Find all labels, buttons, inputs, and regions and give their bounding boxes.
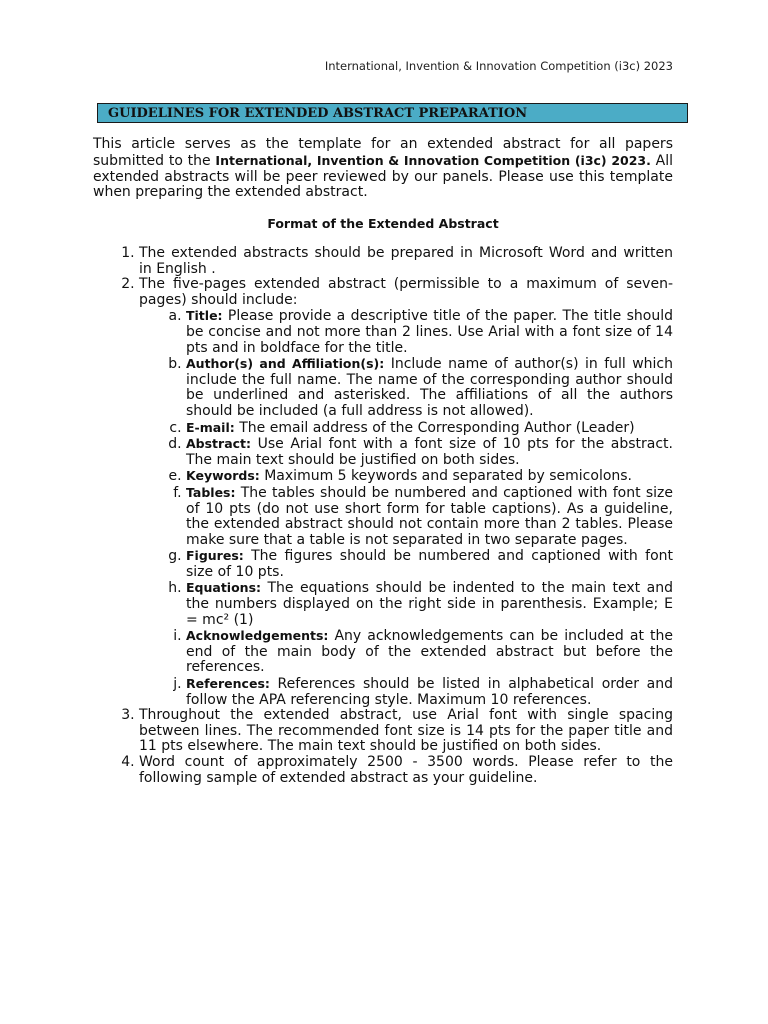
guidelines-banner: GUIDELINES FOR EXTENDED ABSTRACT PREPARATION	[97, 103, 688, 123]
subitem-text: The equations should be indented to the main text and the numbers displayed on the right side in parenthesis. Example; E = mc² (1)	[186, 580, 673, 628]
subitem-text: References should be listed in alphabetical order and follow the APA referencing style. Maximum 10 references.	[186, 676, 673, 708]
format-item-text: Throughout the extended abstract, use Arial font with single spacing between lines. The recommended font size is 14 pts for the paper title and 11 pts elsewhere. The main text should be justified on both sides.	[139, 707, 673, 755]
subitem-label: Acknowledgements:	[186, 628, 329, 644]
subitem-text: The figures should be numbered and captioned with font size of 10 pts.	[186, 548, 673, 580]
intro-text-1: This article serves as the template for an extended abstract for all papers submitted to the	[93, 136, 673, 169]
subitem-figures	[186, 548, 673, 580]
subitem-tables	[186, 485, 673, 548]
format-item-text: The five-pages extended abstract (permissible to a maximum of seven-pages) should include:	[139, 276, 673, 308]
subitem-text: Use Arial font with a font size of 10 pts for the abstract. The main text should be justified on both sides.	[186, 436, 673, 468]
subitem-label: Equations:	[186, 580, 262, 596]
subitem-equations	[186, 580, 673, 628]
subitem-label: E-mail:	[186, 419, 235, 435]
subitem-label: Abstract:	[186, 436, 252, 452]
subitem-label: Author(s) and Affiliation(s):	[186, 356, 385, 372]
subitem-email	[186, 420, 673, 437]
intro-text-2: All extended abstracts will be peer reviewed by our panels. Please use this template when preparing the extended abstract.	[93, 152, 673, 201]
subitem-label: Figures:	[186, 548, 244, 564]
subitem-keywords	[186, 468, 673, 485]
format-item	[139, 755, 673, 786]
format-item-text: Word count of approximately 2500 - 3500 words. Please refer to the following sample of extended abstract as your guideline.	[139, 754, 673, 786]
format-item	[139, 246, 673, 277]
running-header: International, Invention & Innovation Competition (i3c) 2023	[324, 59, 673, 73]
subitem-text: Include name of author(s) in full which include the full name. The name of the corresponding author should be underlined and asterisked. The affiliations of all the authors should be included (a full address is not allowed).	[186, 356, 673, 419]
subitem-text: Please provide a descriptive title of the paper. The title should be concise and not more than 2 lines. Use Arial with a font size of 14 pts and in boldface for the title.	[186, 308, 673, 356]
intro-paragraph	[93, 137, 673, 201]
subitem-text: Any acknowledgements can be included at the end of the main body of the extended abstract but before the references.	[186, 628, 673, 676]
format-item	[139, 277, 673, 708]
format-item	[139, 708, 673, 755]
subitem-text: The email address of the Corresponding Author (Leader)	[234, 419, 635, 436]
subitem-authors	[186, 356, 673, 419]
subitem-label: References:	[186, 676, 270, 692]
section-title: Format of the Extended Abstract	[267, 216, 499, 231]
subitem-title	[186, 308, 673, 356]
include-sublist	[139, 308, 673, 708]
format-list	[93, 246, 673, 786]
subitem-acknowledgements	[186, 628, 673, 676]
subitem-label: Keywords:	[186, 468, 260, 484]
subitem-text: Maximum 5 keywords and separated by semicolons.	[259, 468, 633, 485]
subitem-text: The tables should be numbered and captioned with font size of 10 pts (do not use short form for table captions). As a guideline, the extended abstract should not contain more than 2 tables. Please make sure that a table is not separated in two separate pages.	[186, 484, 673, 548]
subitem-references	[186, 676, 673, 708]
competition-name: International, Invention & Innovation Competition (i3c) 2023.	[215, 152, 651, 168]
subitem-label: Title:	[186, 308, 223, 324]
format-item-text: The extended abstracts should be prepared in Microsoft Word and written in English .	[139, 245, 673, 277]
subitem-abstract	[186, 436, 673, 468]
subitem-label: Tables:	[186, 484, 236, 500]
